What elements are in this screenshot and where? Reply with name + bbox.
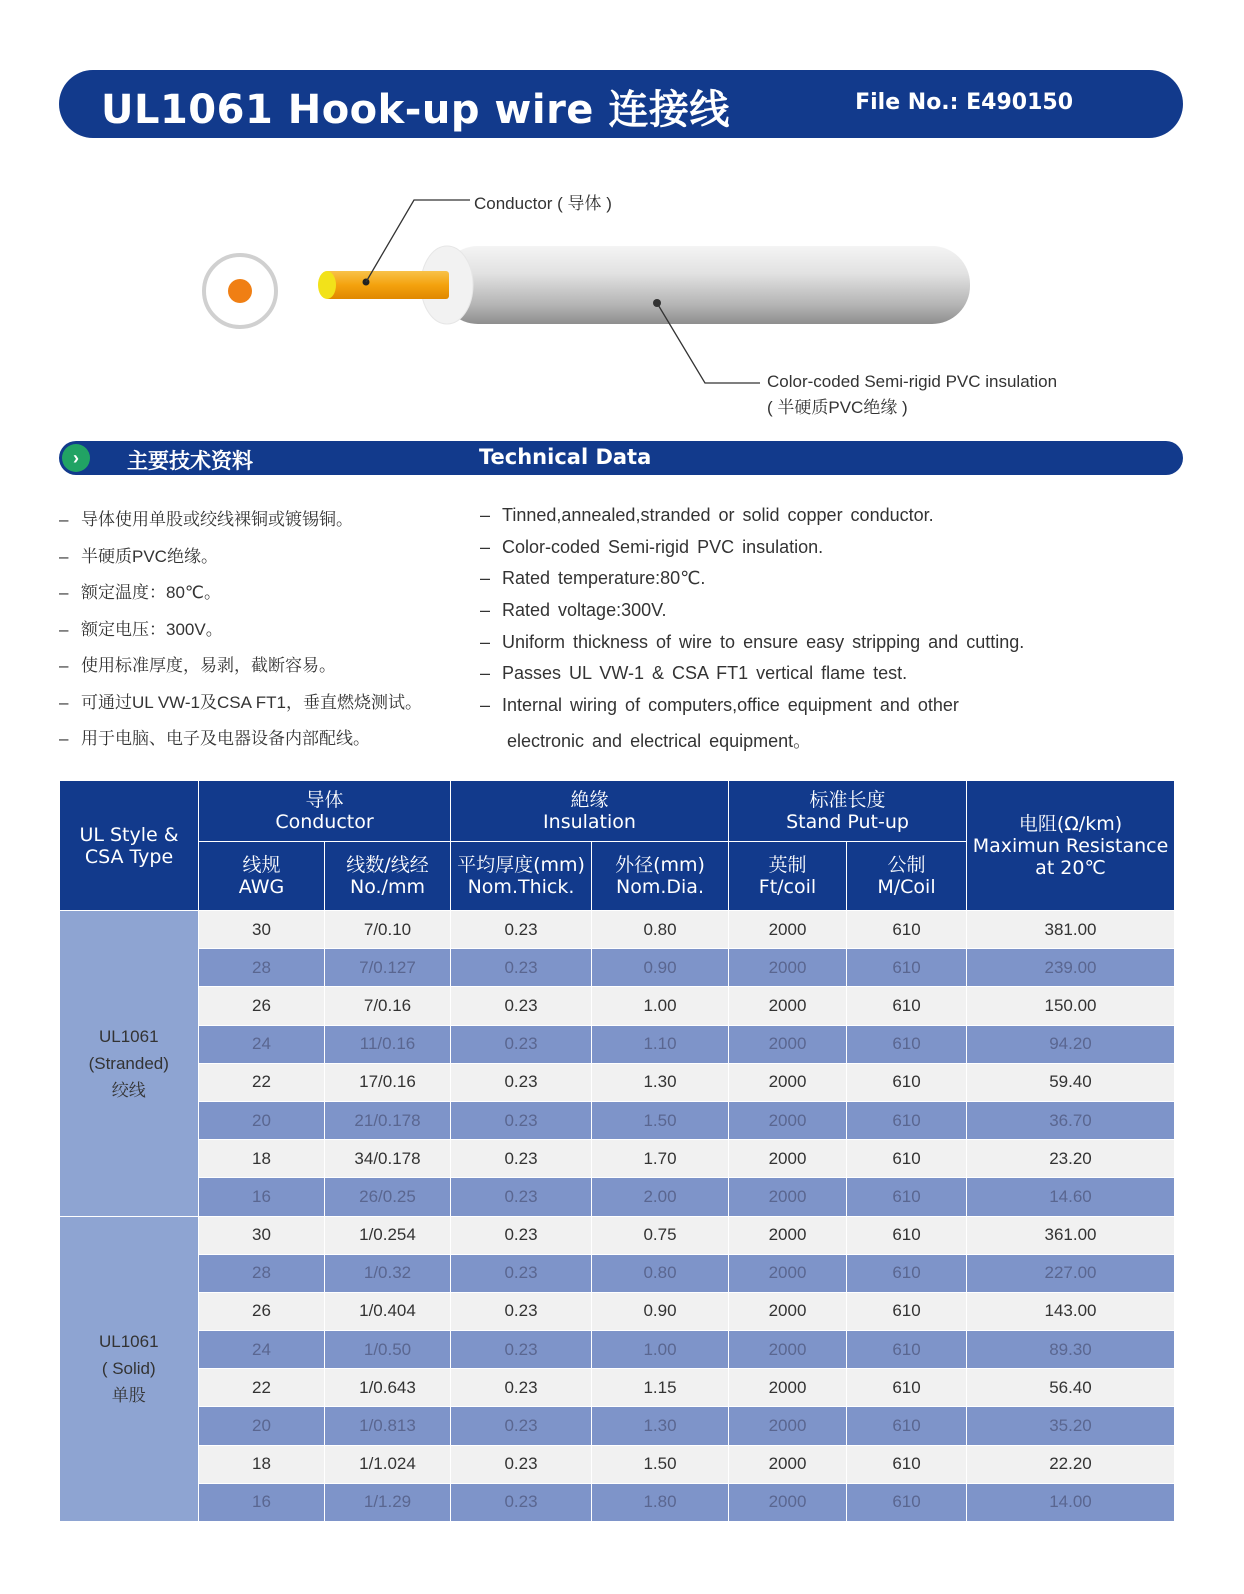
ft-cell: 2000	[729, 1140, 847, 1178]
bullet-dash: –	[480, 695, 491, 716]
awg-cell: 28	[199, 949, 325, 987]
cross-section-icon	[204, 255, 276, 327]
awg-cell: 20	[199, 1407, 325, 1445]
section-title-en: Technical Data	[479, 445, 652, 469]
diameter-cell: 1.50	[592, 1445, 729, 1483]
putup-header: 标准长度 Stand Put-up	[729, 781, 967, 842]
strand-cell: 34/0.178	[325, 1140, 451, 1178]
feature-text: 使用标准厚度，易剥，截断容易。	[81, 656, 336, 675]
feature-item-en-continuation	[480, 727, 1200, 759]
strand-cell: 17/0.16	[325, 1063, 451, 1101]
bullet-dash: –	[59, 546, 69, 566]
ft-cell: 2000	[729, 987, 847, 1025]
awg-cell: 30	[199, 911, 325, 949]
resistance-cell: 143.00	[967, 1292, 1175, 1330]
m-cell: 610	[847, 1483, 967, 1521]
diameter-cell: 1.15	[592, 1369, 729, 1407]
strand-cell: 1/0.50	[325, 1331, 451, 1369]
awg-cell: 24	[199, 1025, 325, 1063]
resistance-cell: 56.40	[967, 1369, 1175, 1407]
awg-cell: 18	[199, 1140, 325, 1178]
diameter-cell: 1.80	[592, 1483, 729, 1521]
diameter-cell: 0.90	[592, 949, 729, 987]
feature-item-cn	[59, 615, 489, 652]
ft-cell: 2000	[729, 1445, 847, 1483]
bullet-dash: –	[480, 663, 491, 684]
thickness-cell: 0.23	[451, 1063, 592, 1101]
diameter-cell: 1.00	[592, 1331, 729, 1369]
insulation-label-cn: ( 半硬质PVC绝缘 )	[767, 398, 908, 417]
feature-text: 可通过UL VW-1及CSA FT1，垂直燃烧测试。	[81, 692, 422, 712]
feature-item-cn	[59, 505, 489, 542]
awg-cell: 28	[199, 1254, 325, 1292]
awg-cell: 18	[199, 1445, 325, 1483]
awg-cell: 22	[199, 1369, 325, 1407]
wire-side-view	[318, 200, 970, 383]
feature-item-cn	[59, 578, 489, 615]
spec-table	[59, 780, 1175, 1522]
awg-cell: 16	[199, 1483, 325, 1521]
ft-cell: 2000	[729, 1369, 847, 1407]
awg-cell: 26	[199, 987, 325, 1025]
awg-cell: 24	[199, 1331, 325, 1369]
technical-data-bar	[59, 441, 1183, 475]
resistance-cell: 361.00	[967, 1216, 1175, 1254]
resistance-cell: 227.00	[967, 1254, 1175, 1292]
ft-cell: 2000	[729, 1483, 847, 1521]
feature-text: 用于电脑、电子及电器设备内部配线。	[81, 729, 370, 748]
table-row	[60, 1292, 1175, 1330]
awg-cell: 16	[199, 1178, 325, 1216]
diameter-cell: 1.10	[592, 1025, 729, 1063]
feature-text: Tinned,annealed,stranded or solid copper conductor.	[502, 505, 934, 525]
thickness-cell: 0.23	[451, 1178, 592, 1216]
strand-cell: 7/0.10	[325, 911, 451, 949]
table-row	[60, 1254, 1175, 1292]
strand-cell: 1/1.024	[325, 1445, 451, 1483]
features-list-en	[480, 505, 1200, 759]
feature-item-en	[480, 663, 1200, 695]
m-cell: 610	[847, 1178, 967, 1216]
m-cell: 610	[847, 1445, 967, 1483]
table-row	[60, 911, 1175, 949]
bullet-dash: –	[59, 583, 69, 602]
table-row	[60, 1483, 1175, 1521]
feature-text: Rated voltage:300V.	[502, 600, 667, 621]
feature-text: 导体使用单股或绞线裸铜或镀锡铜。	[81, 510, 353, 529]
thickness-cell: 0.23	[451, 1025, 592, 1063]
table-row	[60, 1140, 1175, 1178]
ft-cell: 2000	[729, 1025, 847, 1063]
ft-cell: 2000	[729, 1254, 847, 1292]
resistance-cell: 150.00	[967, 987, 1175, 1025]
diameter-cell: 1.70	[592, 1140, 729, 1178]
feature-text: 额定温度：80℃。	[81, 583, 222, 602]
resistance-cell: 23.20	[967, 1140, 1175, 1178]
strand-cell: 1/0.643	[325, 1369, 451, 1407]
feature-item-en	[480, 505, 1200, 537]
thickness-cell: 0.23	[451, 1331, 592, 1369]
feature-item-en	[480, 600, 1200, 632]
feature-text: 半硬质PVC绝缘。	[81, 546, 218, 566]
strand-cell: 7/0.127	[325, 949, 451, 987]
thickness-cell: 0.23	[451, 987, 592, 1025]
table-row	[60, 1025, 1175, 1063]
strand-cell: 26/0.25	[325, 1178, 451, 1216]
resistance-cell: 14.00	[967, 1483, 1175, 1521]
ft-header: 英制 Ft/coil	[729, 842, 847, 911]
ft-cell: 2000	[729, 1178, 847, 1216]
feature-text: electronic and electrical equipment。	[507, 730, 812, 751]
resistance-cell: 239.00	[967, 949, 1175, 987]
ft-cell: 2000	[729, 1216, 847, 1254]
thickness-cell: 0.23	[451, 1483, 592, 1521]
ft-cell: 2000	[729, 1292, 847, 1330]
awg-cell: 20	[199, 1101, 325, 1139]
table-row	[60, 1101, 1175, 1139]
wire-illustration	[0, 150, 1244, 430]
table-row	[60, 1178, 1175, 1216]
thickness-cell: 0.23	[451, 911, 592, 949]
strand-cell: 1/0.32	[325, 1254, 451, 1292]
thickness-cell: 0.23	[451, 1216, 592, 1254]
spec-table-body	[60, 911, 1175, 1522]
diameter-cell: 0.80	[592, 911, 729, 949]
strand-cell: 1/0.254	[325, 1216, 451, 1254]
feature-text: Uniform thickness of wire to ensure easy stripping and cutting.	[502, 631, 1025, 652]
conductor-label: Conductor ( 导体 )	[474, 194, 612, 213]
m-header: 公制 M/Coil	[847, 842, 967, 911]
m-cell: 610	[847, 1407, 967, 1445]
m-cell: 610	[847, 1025, 967, 1063]
thickness-cell: 0.23	[451, 1292, 592, 1330]
thick-header: 平均厚度(mm) Nom.Thick.	[451, 842, 592, 911]
m-cell: 610	[847, 1140, 967, 1178]
table-row	[60, 1063, 1175, 1101]
feature-item-cn	[59, 651, 489, 688]
diameter-cell: 0.80	[592, 1254, 729, 1292]
style-header: UL Style & CSA Type	[60, 781, 199, 911]
feature-text: Internal wiring of computers,office equipment and other	[502, 695, 959, 716]
table-row	[60, 949, 1175, 987]
ft-cell: 2000	[729, 1331, 847, 1369]
feature-item-en	[480, 568, 1200, 600]
awg-header: 线规 AWG	[199, 842, 325, 911]
feature-item-cn	[59, 688, 489, 725]
resistance-cell: 14.60	[967, 1178, 1175, 1216]
bullet-dash: –	[59, 619, 69, 639]
wire-type-cell: UL1061 ( Solid) 单股	[60, 1216, 199, 1522]
feature-item-cn	[59, 542, 489, 579]
table-row	[60, 1407, 1175, 1445]
features-list-cn	[59, 505, 489, 761]
m-cell: 610	[847, 1216, 967, 1254]
strand-cell: 1/1.29	[325, 1483, 451, 1521]
feature-item-cn	[59, 724, 489, 761]
resistance-cell: 89.30	[967, 1331, 1175, 1369]
insulation-header: 絶缘 Insulation	[451, 781, 729, 842]
diameter-cell: 1.50	[592, 1101, 729, 1139]
resistance-cell: 381.00	[967, 911, 1175, 949]
wire-diagram	[0, 150, 1244, 430]
ft-cell: 2000	[729, 1063, 847, 1101]
awg-cell: 26	[199, 1292, 325, 1330]
dia-header: 外径(mm) Nom.Dia.	[592, 842, 729, 911]
m-cell: 610	[847, 949, 967, 987]
strand-cell: 7/0.16	[325, 987, 451, 1025]
resistance-header: 电阻(Ω/km) Maximun Resistance at 20℃	[967, 781, 1175, 911]
thickness-cell: 0.23	[451, 1445, 592, 1483]
m-cell: 610	[847, 987, 967, 1025]
m-cell: 610	[847, 1292, 967, 1330]
bullet-dash: –	[59, 729, 69, 748]
m-cell: 610	[847, 1369, 967, 1407]
diameter-cell: 2.00	[592, 1178, 729, 1216]
bullet-dash: –	[480, 631, 491, 652]
table-row	[60, 1216, 1175, 1254]
thickness-cell: 0.23	[451, 1101, 592, 1139]
awg-cell: 30	[199, 1216, 325, 1254]
insulation-label-en: Color-coded Semi-rigid PVC insulation	[767, 372, 1058, 391]
thickness-cell: 0.23	[451, 1407, 592, 1445]
thickness-cell: 0.23	[451, 1140, 592, 1178]
feature-item-en	[480, 632, 1200, 664]
strand-header: 线数/线经 No./mm	[325, 842, 451, 911]
ft-cell: 2000	[729, 949, 847, 987]
bullet-dash: –	[59, 692, 69, 712]
resistance-cell: 94.20	[967, 1025, 1175, 1063]
strand-cell: 11/0.16	[325, 1025, 451, 1063]
bullet-dash: –	[480, 600, 491, 621]
bullet-dash: –	[59, 510, 69, 529]
ft-cell: 2000	[729, 1101, 847, 1139]
m-cell: 610	[847, 1331, 967, 1369]
thickness-cell: 0.23	[451, 1369, 592, 1407]
table-row	[60, 1445, 1175, 1483]
wire-type-cell: UL1061 (Stranded) 绞线	[60, 911, 199, 1217]
m-cell: 610	[847, 911, 967, 949]
strand-cell: 1/0.813	[325, 1407, 451, 1445]
table-row	[60, 987, 1175, 1025]
conductor-header: 导体 Conductor	[199, 781, 451, 842]
diameter-cell: 0.90	[592, 1292, 729, 1330]
resistance-cell: 36.70	[967, 1101, 1175, 1139]
feature-text: Rated temperature:80℃.	[502, 568, 706, 589]
m-cell: 610	[847, 1063, 967, 1101]
feature-text: 额定电压：300V。	[81, 619, 223, 639]
thickness-cell: 0.23	[451, 949, 592, 987]
feature-text: Color-coded Semi-rigid PVC insulation.	[502, 536, 824, 557]
diameter-cell: 0.75	[592, 1216, 729, 1254]
m-cell: 610	[847, 1101, 967, 1139]
bullet-dash: –	[480, 536, 491, 557]
strand-cell: 21/0.178	[325, 1101, 451, 1139]
table-row	[60, 1331, 1175, 1369]
diameter-cell: 1.00	[592, 987, 729, 1025]
file-number: File No.: E490150	[855, 90, 1073, 115]
bullet-dash: –	[59, 656, 69, 675]
feature-text: Passes UL VW-1 & CSA FT1 vertical flame test.	[502, 663, 908, 684]
resistance-cell: 35.20	[967, 1407, 1175, 1445]
thickness-cell: 0.23	[451, 1254, 592, 1292]
ft-cell: 2000	[729, 1407, 847, 1445]
m-cell: 610	[847, 1254, 967, 1292]
feature-item-en	[480, 695, 1200, 727]
diameter-cell: 1.30	[592, 1407, 729, 1445]
resistance-cell: 22.20	[967, 1445, 1175, 1483]
bullet-dash: –	[480, 505, 491, 525]
table-row	[60, 1369, 1175, 1407]
awg-cell: 22	[199, 1063, 325, 1101]
chevron-right-icon: ›	[62, 444, 90, 472]
resistance-cell: 59.40	[967, 1063, 1175, 1101]
bullet-dash: –	[480, 568, 491, 589]
strand-cell: 1/0.404	[325, 1292, 451, 1330]
page-title: UL1061 Hook-up wire 连接线	[101, 87, 730, 133]
diameter-cell: 1.30	[592, 1063, 729, 1101]
feature-item-en	[480, 537, 1200, 569]
title-banner	[59, 70, 1183, 138]
ft-cell: 2000	[729, 911, 847, 949]
section-title-cn: 主要技术资料	[127, 449, 253, 473]
